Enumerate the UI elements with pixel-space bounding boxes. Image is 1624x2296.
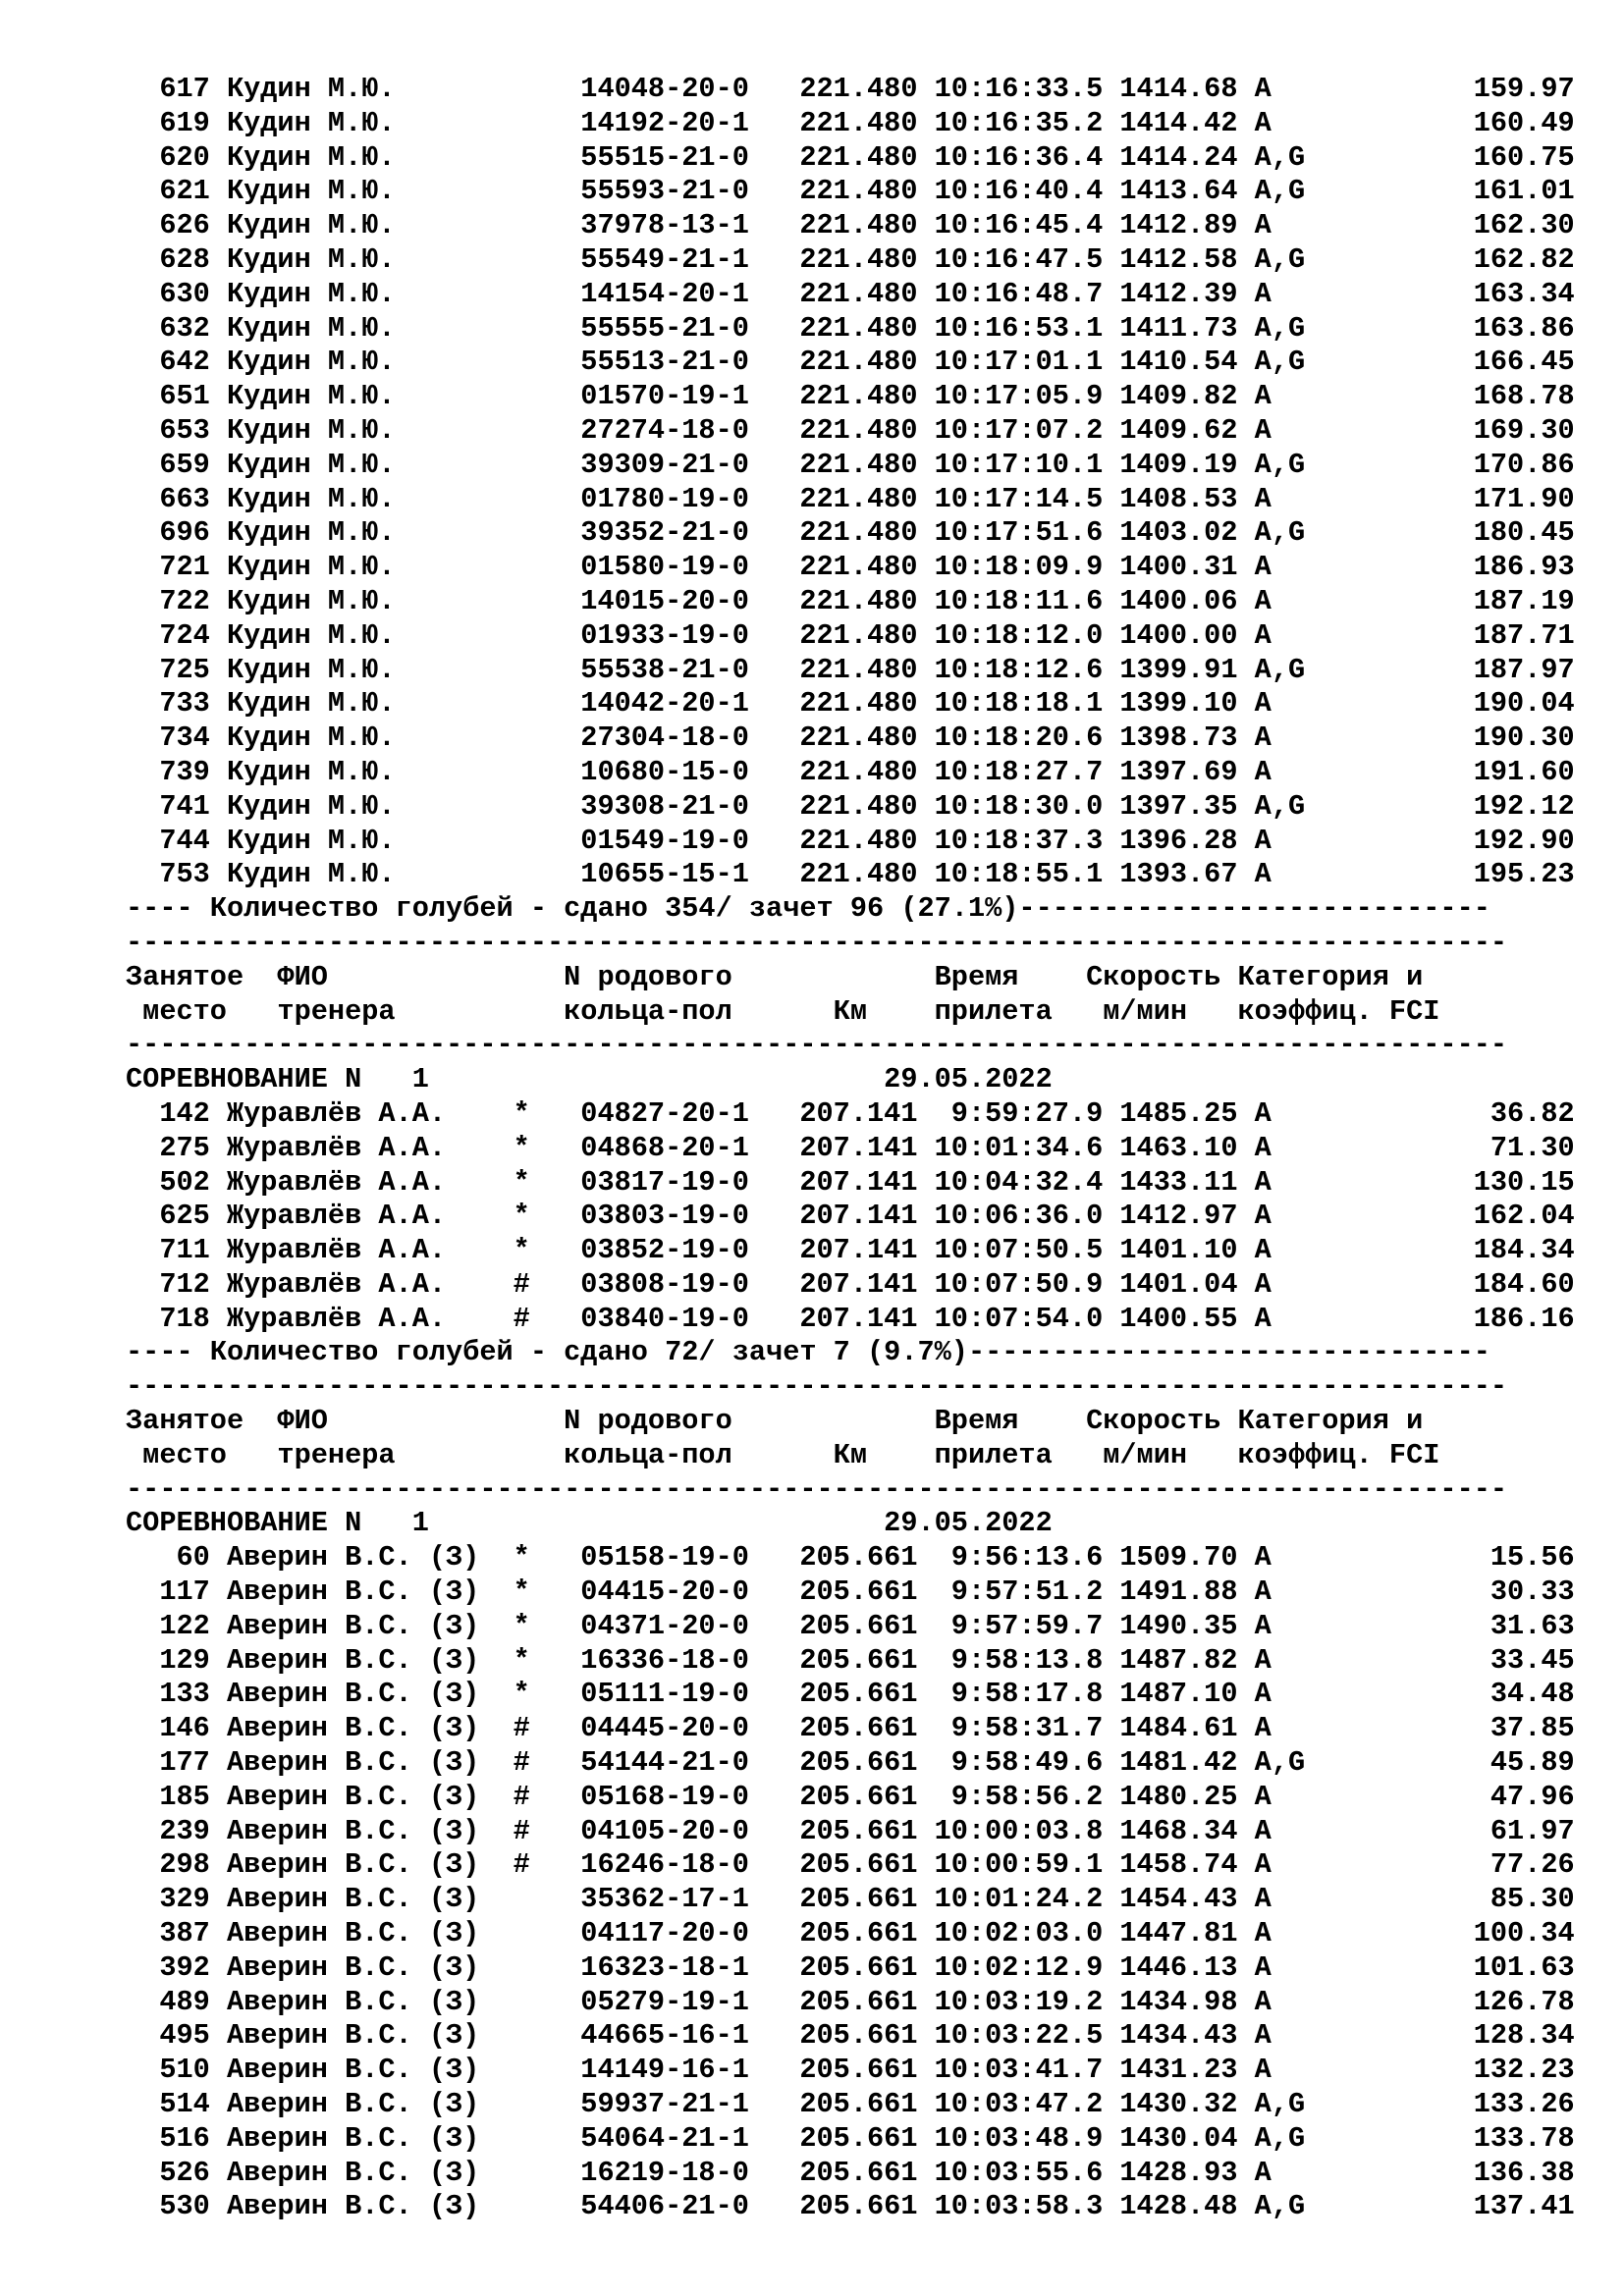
text-line: 146 Аверин В.С. (З) # 04445-20-0 205.661 9:58:31.7 1484.61 A 37.85 — [126, 1712, 1575, 1745]
text-line: 721 Кудин М.Ю. 01580-19-0 221.480 10:18:09.9 1400.31 A 186.93 — [126, 551, 1575, 584]
text-line: ---------------------------------------------------------------------------------- — [126, 1370, 1508, 1404]
text-line: место тренера кольца-пол Км прилета м/мин коэффиц. FCI — [126, 1438, 1440, 1471]
text-line: 663 Кудин М.Ю. 01780-19-0 221.480 10:17:14.5 1408.53 A 171.90 — [126, 482, 1575, 515]
text-line: 659 Кудин М.Ю. 39309-21-0 221.480 10:17:10.1 1409.19 A,G 170.86 — [126, 448, 1575, 481]
text-line: 60 Аверин В.С. (З) * 05158-19-0 205.661 9:56:13.6 1509.70 A 15.56 — [126, 1541, 1575, 1575]
text-line: 653 Кудин М.Ю. 27274-18-0 221.480 10:17:07.2 1409.62 A 169.30 — [126, 413, 1575, 447]
text-line: 142 Журавлёв А.А. * 04827-20-1 207.141 9:59:27.9 1485.25 A 36.82 — [126, 1096, 1575, 1130]
text-line: 630 Кудин М.Ю. 14154-20-1 221.480 10:16:48.7 1412.39 A 163.34 — [126, 277, 1575, 310]
text-line: 177 Аверин В.С. (З) # 54144-21-0 205.661 9:58:49.6 1481.42 A,G 45.89 — [126, 1746, 1575, 1780]
text-line: 122 Аверин В.С. (З) * 04371-20-0 205.661 9:57:59.7 1490.35 A 31.63 — [126, 1609, 1575, 1642]
text-line: 185 Аверин В.С. (З) # 05168-19-0 205.661 9:58:56.2 1480.25 A 47.96 — [126, 1780, 1575, 1813]
text-line: 628 Кудин М.Ю. 55549-21-1 221.480 10:16:47.5 1412.58 A,G 162.82 — [126, 242, 1575, 276]
text-line: 739 Кудин М.Ю. 10680-15-0 221.480 10:18:27.7 1397.69 A 191.60 — [126, 755, 1575, 788]
text-line: 298 Аверин В.С. (З) # 16246-18-0 205.661 10:00:59.1 1458.74 A 77.26 — [126, 1848, 1575, 1882]
text-line: 392 Аверин В.С. (З) 16323-18-1 205.661 10:02:12.9 1446.13 A 101.63 — [126, 1950, 1575, 1984]
text-line: 117 Аверин В.С. (З) * 04415-20-0 205.661 9:57:51.2 1491.88 A 30.33 — [126, 1575, 1575, 1609]
text-line: 617 Кудин М.Ю. 14048-20-0 221.480 10:16:33.5 1414.68 A 159.97 — [126, 73, 1575, 105]
text-line: 526 Аверин В.С. (З) 16219-18-0 205.661 10:03:55.6 1428.93 A 136.38 — [126, 2156, 1575, 2189]
text-line: 625 Журавлёв А.А. * 03803-19-0 207.141 10:06:36.0 1412.97 A 162.04 — [126, 1200, 1575, 1233]
text-line: 722 Кудин М.Ю. 14015-20-0 221.480 10:18:11.6 1400.06 A 187.19 — [126, 584, 1575, 617]
text-line: 619 Кудин М.Ю. 14192-20-1 221.480 10:16:35.2 1414.42 A 160.49 — [126, 106, 1575, 139]
text-line: Занятое ФИО N родового Время Скорость Категория и — [126, 1405, 1424, 1438]
text-line: 133 Аверин В.С. (З) * 05111-19-0 205.661 9:58:17.8 1487.10 A 34.48 — [126, 1678, 1575, 1711]
text-line: 741 Кудин М.Ю. 39308-21-0 221.480 10:18:30.0 1397.35 A,G 192.12 — [126, 789, 1575, 823]
text-line: 620 Кудин М.Ю. 55515-21-0 221.480 10:16:36.4 1414.24 A,G 160.75 — [126, 140, 1575, 174]
text-line: 489 Аверин В.С. (З) 05279-19-1 205.661 10:03:19.2 1434.98 A 126.78 — [126, 1985, 1575, 2018]
text-line: 696 Кудин М.Ю. 39352-21-0 221.480 10:17:51.6 1403.02 A,G 180.45 — [126, 516, 1575, 550]
text-line: 712 Журавлёв А.А. # 03808-19-0 207.141 10:07:50.9 1401.04 A 184.60 — [126, 1267, 1575, 1301]
text-line: 733 Кудин М.Ю. 14042-20-1 221.480 10:18:18.1 1399.10 A 190.04 — [126, 687, 1575, 721]
text-line: 632 Кудин М.Ю. 55555-21-0 221.480 10:16:53.1 1411.73 A,G 163.86 — [126, 311, 1575, 345]
text-line: 329 Аверин В.С. (З) 35362-17-1 205.661 10:01:24.2 1454.43 A 85.30 — [126, 1883, 1575, 1916]
text-line: 621 Кудин М.Ю. 55593-21-0 221.480 10:16:40.4 1413.64 A,G 161.01 — [126, 175, 1575, 208]
text-line: 724 Кудин М.Ю. 01933-19-0 221.480 10:18:12.0 1400.00 A 187.71 — [126, 618, 1575, 652]
text-line: 725 Кудин М.Ю. 55538-21-0 221.480 10:18:12.6 1399.91 A,G 187.97 — [126, 653, 1575, 686]
text-line: ---------------------------------------------------------------------------------- — [126, 1472, 1508, 1506]
text-line: 275 Журавлёв А.А. * 04868-20-1 207.141 10:01:34.6 1463.10 A 71.30 — [126, 1131, 1575, 1164]
text-line: ---------------------------------------------------------------------------------- — [126, 1029, 1508, 1062]
text-line: ---- Количество голубей - сдано 354/ зачет 96 (27.1%)---------------------------- — [126, 892, 1490, 926]
text-line: 753 Кудин М.Ю. 10655-15-1 221.480 10:18:55.1 1393.67 A 195.23 — [126, 858, 1575, 891]
text-line: 744 Кудин М.Ю. 01549-19-0 221.480 10:18:37.3 1396.28 A 192.90 — [126, 824, 1575, 857]
text-line: место тренера кольца-пол Км прилета м/мин коэффиц. FCI — [126, 994, 1440, 1028]
text-line: ---- Количество голубей - сдано 72/ зачет 7 (9.7%)------------------------------- — [126, 1336, 1490, 1369]
text-line: 516 Аверин В.С. (З) 54064-21-1 205.661 10:03:48.9 1430.04 A,G 133.78 — [126, 2121, 1575, 2155]
text-line: 530 Аверин В.С. (З) 54406-21-0 205.661 10:03:58.3 1428.48 A,G 137.41 — [126, 2190, 1575, 2223]
text-line: 239 Аверин В.С. (З) # 04105-20-0 205.661 10:00:03.8 1468.34 A 61.97 — [126, 1814, 1575, 1847]
text-line: СОРЕВНОВАНИЕ N 1 29.05.2022 — [126, 1507, 1053, 1540]
text-line: 514 Аверин В.С. (З) 59937-21-1 205.661 10:03:47.2 1430.32 A,G 133.26 — [126, 2088, 1575, 2121]
text-line: 626 Кудин М.Ю. 37978-13-1 221.480 10:16:45.4 1412.89 A 162.30 — [126, 209, 1575, 242]
text-line: ---------------------------------------------------------------------------------- — [126, 926, 1508, 959]
text-line: 129 Аверин В.С. (З) * 16336-18-0 205.661 9:58:13.8 1487.82 A 33.45 — [126, 1643, 1575, 1677]
text-line: 502 Журавлёв А.А. * 03817-19-0 207.141 10:04:32.4 1433.11 A 130.15 — [126, 1165, 1575, 1199]
text-line: 651 Кудин М.Ю. 01570-19-1 221.480 10:17:05.9 1409.82 A 168.78 — [126, 380, 1575, 413]
text-line: 642 Кудин М.Ю. 55513-21-0 221.480 10:17:01.1 1410.54 A,G 166.45 — [126, 346, 1575, 379]
results-printout — [126, 73, 1575, 2224]
text-line: 711 Журавлёв А.А. * 03852-19-0 207.141 10:07:50.5 1401.10 A 184.34 — [126, 1234, 1575, 1267]
text-line: Занятое ФИО N родового Время Скорость Категория и — [126, 960, 1424, 993]
text-line: 510 Аверин В.С. (З) 14149-16-1 205.661 10:03:41.7 1431.23 A 132.23 — [126, 2054, 1575, 2087]
text-line: 718 Журавлёв А.А. # 03840-19-0 207.141 10:07:54.0 1400.55 A 186.16 — [126, 1302, 1575, 1335]
text-line: 387 Аверин В.С. (З) 04117-20-0 205.661 10:02:03.0 1447.81 A 100.34 — [126, 1917, 1575, 1950]
text-line: СОРЕВНОВАНИЕ N 1 29.05.2022 — [126, 1063, 1053, 1096]
text-line: 495 Аверин В.С. (З) 44665-16-1 205.661 10:03:22.5 1434.43 A 128.34 — [126, 2019, 1575, 2053]
text-line: 734 Кудин М.Ю. 27304-18-0 221.480 10:18:20.6 1398.73 A 190.30 — [126, 721, 1575, 755]
